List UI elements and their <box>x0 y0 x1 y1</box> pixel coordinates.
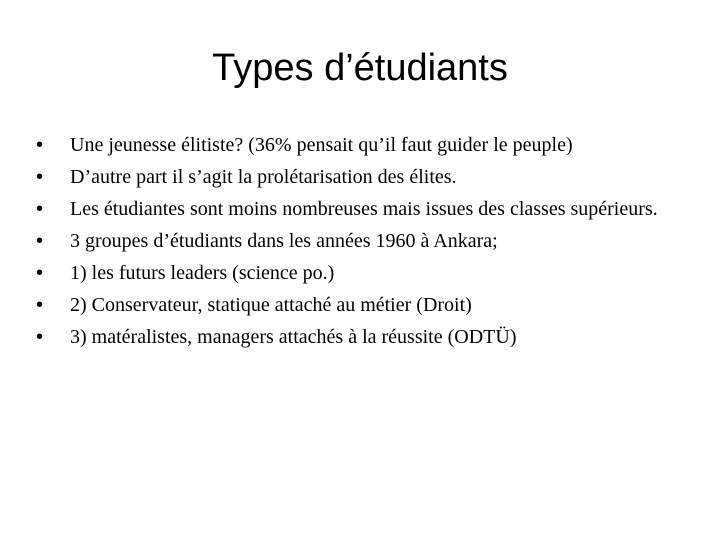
list-item <box>36 195 686 223</box>
bullet-text: 3 groupes d’étudiants dans les années 1960 à Ankara; <box>70 230 498 252</box>
list-item <box>36 291 686 319</box>
bullet-icon: • <box>36 198 44 220</box>
list-item <box>36 163 686 191</box>
bullet-text: Les étudiantes sont moins nombreuses mais issues des classes supérieurs. <box>70 198 658 220</box>
bullet-icon: • <box>36 262 44 284</box>
list-item <box>36 259 686 287</box>
list-item <box>36 323 686 351</box>
bullet-text: 1) les futurs leaders (science po.) <box>70 262 335 284</box>
list-item <box>36 227 686 255</box>
bullet-icon: • <box>36 326 44 348</box>
bullet-icon: • <box>36 294 44 316</box>
slide-title: Types d’étudiants <box>212 47 508 89</box>
bullet-icon: • <box>36 230 44 252</box>
bullet-text: 2) Conservateur, statique attaché au métier (Droit) <box>70 294 472 316</box>
bullet-text: Une jeunesse élitiste? (36% pensait qu’il faut guider le peuple) <box>70 134 573 156</box>
list-item <box>36 131 686 159</box>
bullet-text: D’autre part il s’agit la prolétarisation des élites. <box>70 166 457 188</box>
bullet-icon: • <box>36 134 44 156</box>
bullet-icon: • <box>36 166 44 188</box>
bullet-list <box>36 131 686 355</box>
bullet-text: 3) matéralistes, managers attachés à la réussite (ODTÜ) <box>70 326 517 348</box>
